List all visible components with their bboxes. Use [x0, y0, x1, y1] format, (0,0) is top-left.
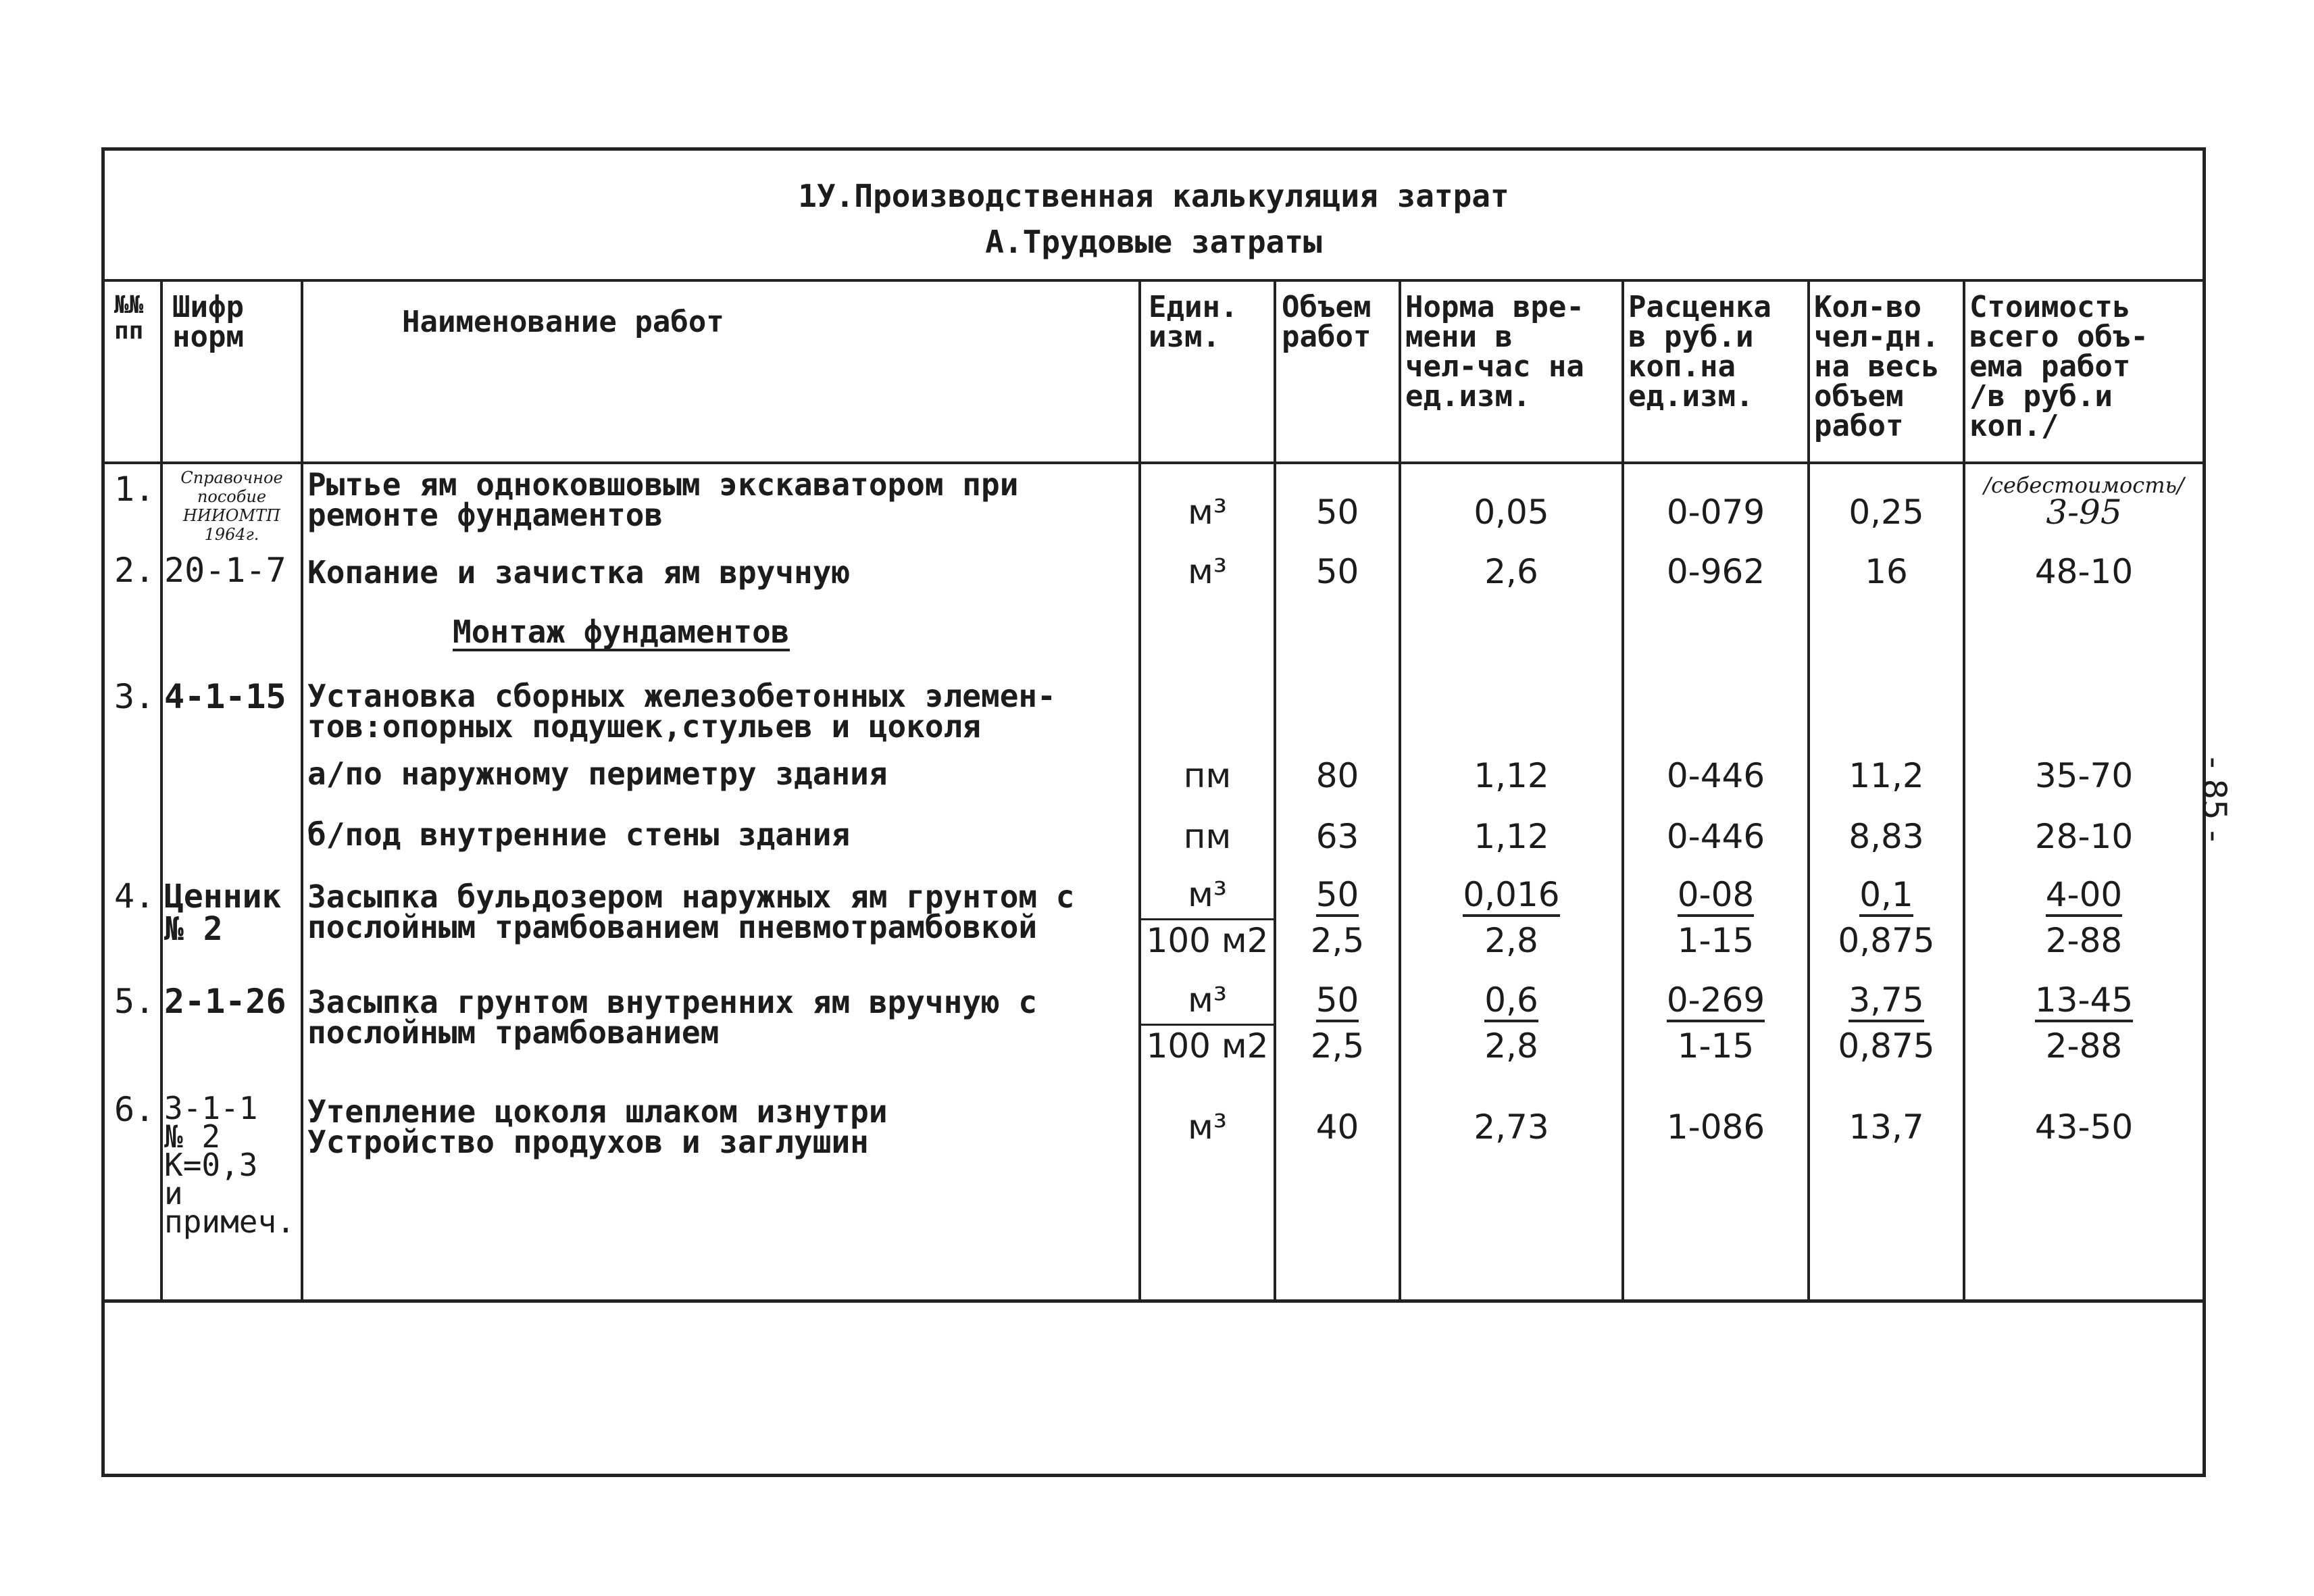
- row3a-rate: 0-446: [1666, 756, 1765, 795]
- col-header-rate: Расценка в руб.и коп.на ед.изм.: [1628, 290, 1771, 414]
- row3b-volume: 63: [1315, 817, 1359, 856]
- row3b-name: б/под внутренние стены здания: [307, 816, 851, 853]
- row5-volume2: 2,5: [1310, 1026, 1365, 1066]
- row5-name: Засыпка грунтом внутренних ям вручную с послойным трамбованием: [307, 984, 1038, 1051]
- row4-qty2: 0,875: [1838, 921, 1935, 960]
- row5-cost: [1965, 980, 2203, 1020]
- col-header-name: Наименование работ: [402, 305, 724, 339]
- row4-qty-value: 0,1: [1859, 875, 1913, 917]
- row2-norm: 2,6: [1484, 552, 1538, 591]
- section-heading-foundation: Монтаж фундаментов: [453, 614, 790, 650]
- row3a-name: а/по наружному периметру здания: [307, 755, 888, 792]
- row6-rate: 1-086: [1666, 1107, 1765, 1147]
- row1-name: Рытье ям одноковшовым экскаватором при ремонте фундаментов: [307, 466, 1019, 533]
- row4-norm: [1401, 875, 1621, 914]
- row1-code: Справочное пособие НИИОМТП 1964г.: [180, 468, 283, 544]
- row4-volume-value: 50: [1316, 875, 1359, 917]
- row5-volume-value: 50: [1316, 980, 1359, 1022]
- row4-cost-value: 4-00: [2046, 875, 2122, 917]
- row6-volume: 40: [1315, 1107, 1359, 1147]
- row5-unit: м³: [1188, 980, 1227, 1020]
- row3b-unit: пм: [1183, 817, 1232, 856]
- row6-num: 6.: [114, 1090, 155, 1129]
- row5-norm-value: 0,6: [1484, 980, 1538, 1022]
- row4-unit: м³: [1188, 875, 1227, 914]
- row3b-cost: 28-10: [2034, 817, 2134, 856]
- row3a-norm: 1,12: [1474, 756, 1549, 795]
- row6-unit: м³: [1188, 1107, 1227, 1147]
- row4-volume: [1276, 875, 1399, 914]
- row4-volume2: 2,5: [1310, 921, 1365, 960]
- row4-code: Ценник № 2: [164, 878, 282, 948]
- row5-rate: [1624, 980, 1807, 1020]
- row6-name: Утепление цоколя шлаком изнутри Устройство продухов и заглушин: [307, 1093, 888, 1160]
- rule-body-bottom: [105, 1299, 2203, 1303]
- row3-name: Установка сборных железобетонных элемен- тов:опорных подушек,стульев и цоколя: [307, 678, 1056, 745]
- row4-norm-value: 0,016: [1463, 875, 1559, 917]
- row4-unit2: 100 м2: [1146, 921, 1269, 960]
- row2-code: 20-1-7: [164, 551, 286, 590]
- section-title: 1У.Производственная калькуляция затрат: [798, 178, 1509, 214]
- row3-code: 4-1-15: [164, 677, 286, 716]
- rule-header-top: [105, 279, 2203, 282]
- row2-name: Копание и зачистка ям вручную: [307, 554, 851, 591]
- row3a-cost: 35-70: [2034, 756, 2134, 795]
- row6-norm: 2,73: [1474, 1107, 1549, 1147]
- row3a-volume: 80: [1315, 756, 1359, 795]
- row5-qty-value: 3,75: [1848, 980, 1923, 1022]
- row3a-unit: пм: [1183, 756, 1232, 795]
- row4-rate2: 1-15: [1677, 921, 1755, 960]
- row2-qty: 16: [1865, 552, 1908, 591]
- row4-num: 4.: [114, 876, 155, 916]
- row4-cost2: 2-88: [2045, 921, 2123, 960]
- col-header-unit: Един. изм.: [1149, 290, 1238, 354]
- row5-qty2: 0,875: [1838, 1026, 1935, 1066]
- row4-rate: [1624, 875, 1807, 914]
- row3a-qty: 11,2: [1848, 756, 1924, 795]
- row1-num: 1.: [114, 470, 155, 509]
- row5-code: 2-1-26: [164, 982, 286, 1021]
- cost-table-sheet: [101, 147, 2206, 1477]
- row4-rate-value: 0-08: [1678, 875, 1754, 917]
- subsection-title: А.Трудовые затраты: [985, 224, 1322, 260]
- row5-norm2: 2,8: [1484, 1026, 1538, 1066]
- row2-num: 2.: [114, 551, 155, 590]
- col-sep-2: [301, 279, 303, 1299]
- row1-volume: 50: [1315, 493, 1359, 532]
- row3b-qty: 8,83: [1848, 817, 1924, 856]
- row3-num: 3.: [114, 677, 155, 716]
- col-header-volume: Объем работ: [1282, 290, 1372, 354]
- row3b-norm: 1,12: [1474, 817, 1549, 856]
- row1-cost-note: /себестоимость/: [1984, 472, 2184, 498]
- col-header-num: №№ пп: [114, 291, 144, 345]
- row1-unit: м³: [1188, 493, 1227, 532]
- row5-rate2: 1-15: [1677, 1026, 1755, 1066]
- row5-cost-value: 13-45: [2035, 980, 2133, 1022]
- row5-unit2: 100 м2: [1146, 1026, 1269, 1066]
- col-header-norm: Норма вре- мени в чел-час на ед.изм.: [1405, 290, 1584, 414]
- row2-volume: 50: [1315, 552, 1359, 591]
- row5-unit-divider: [1141, 1024, 1274, 1026]
- col-header-qty: Кол-во чел-дн. на весь объем работ: [1814, 290, 1940, 443]
- col-header-code: Шифр норм: [172, 290, 244, 354]
- row5-qty: [1810, 980, 1963, 1020]
- row6-qty: 13,7: [1848, 1107, 1924, 1147]
- row2-rate: 0-962: [1666, 552, 1765, 591]
- row3b-rate: 0-446: [1666, 817, 1765, 856]
- row4-name: Засыпка бульдозером наружных ям грунтом с послойным трамбованием пневмотрамбовкой: [307, 878, 1075, 945]
- side-page-number: - 85 -: [2195, 757, 2233, 843]
- row5-cost2: 2-88: [2045, 1026, 2123, 1066]
- row2-cost: 48-10: [2034, 552, 2134, 591]
- row4-norm2: 2,8: [1484, 921, 1538, 960]
- row4-cost: [1965, 875, 2203, 914]
- row5-norm: [1401, 980, 1621, 1020]
- row1-rate: 0-079: [1666, 493, 1765, 532]
- row5-rate-value: 0-269: [1667, 980, 1765, 1022]
- row1-norm: 0,05: [1474, 493, 1549, 532]
- row4-unit-divider: [1141, 918, 1274, 920]
- row6-code: 3-1-1 № 2 К=0,3 и примеч.: [164, 1090, 295, 1240]
- rule-header-bottom: [105, 462, 2203, 464]
- row5-num: 5.: [114, 982, 155, 1021]
- col-sep-1: [160, 279, 163, 1299]
- row6-cost: 43-50: [2034, 1107, 2134, 1147]
- col-header-cost: Стоимость всего объ- ема работ /в руб.и коп./: [1969, 290, 2148, 443]
- row4-qty: [1810, 875, 1963, 914]
- row5-volume: [1276, 980, 1399, 1020]
- row1-qty: 0,25: [1848, 493, 1924, 532]
- row2-unit: м³: [1188, 552, 1227, 591]
- row1-cost: 3-95: [2046, 493, 2122, 532]
